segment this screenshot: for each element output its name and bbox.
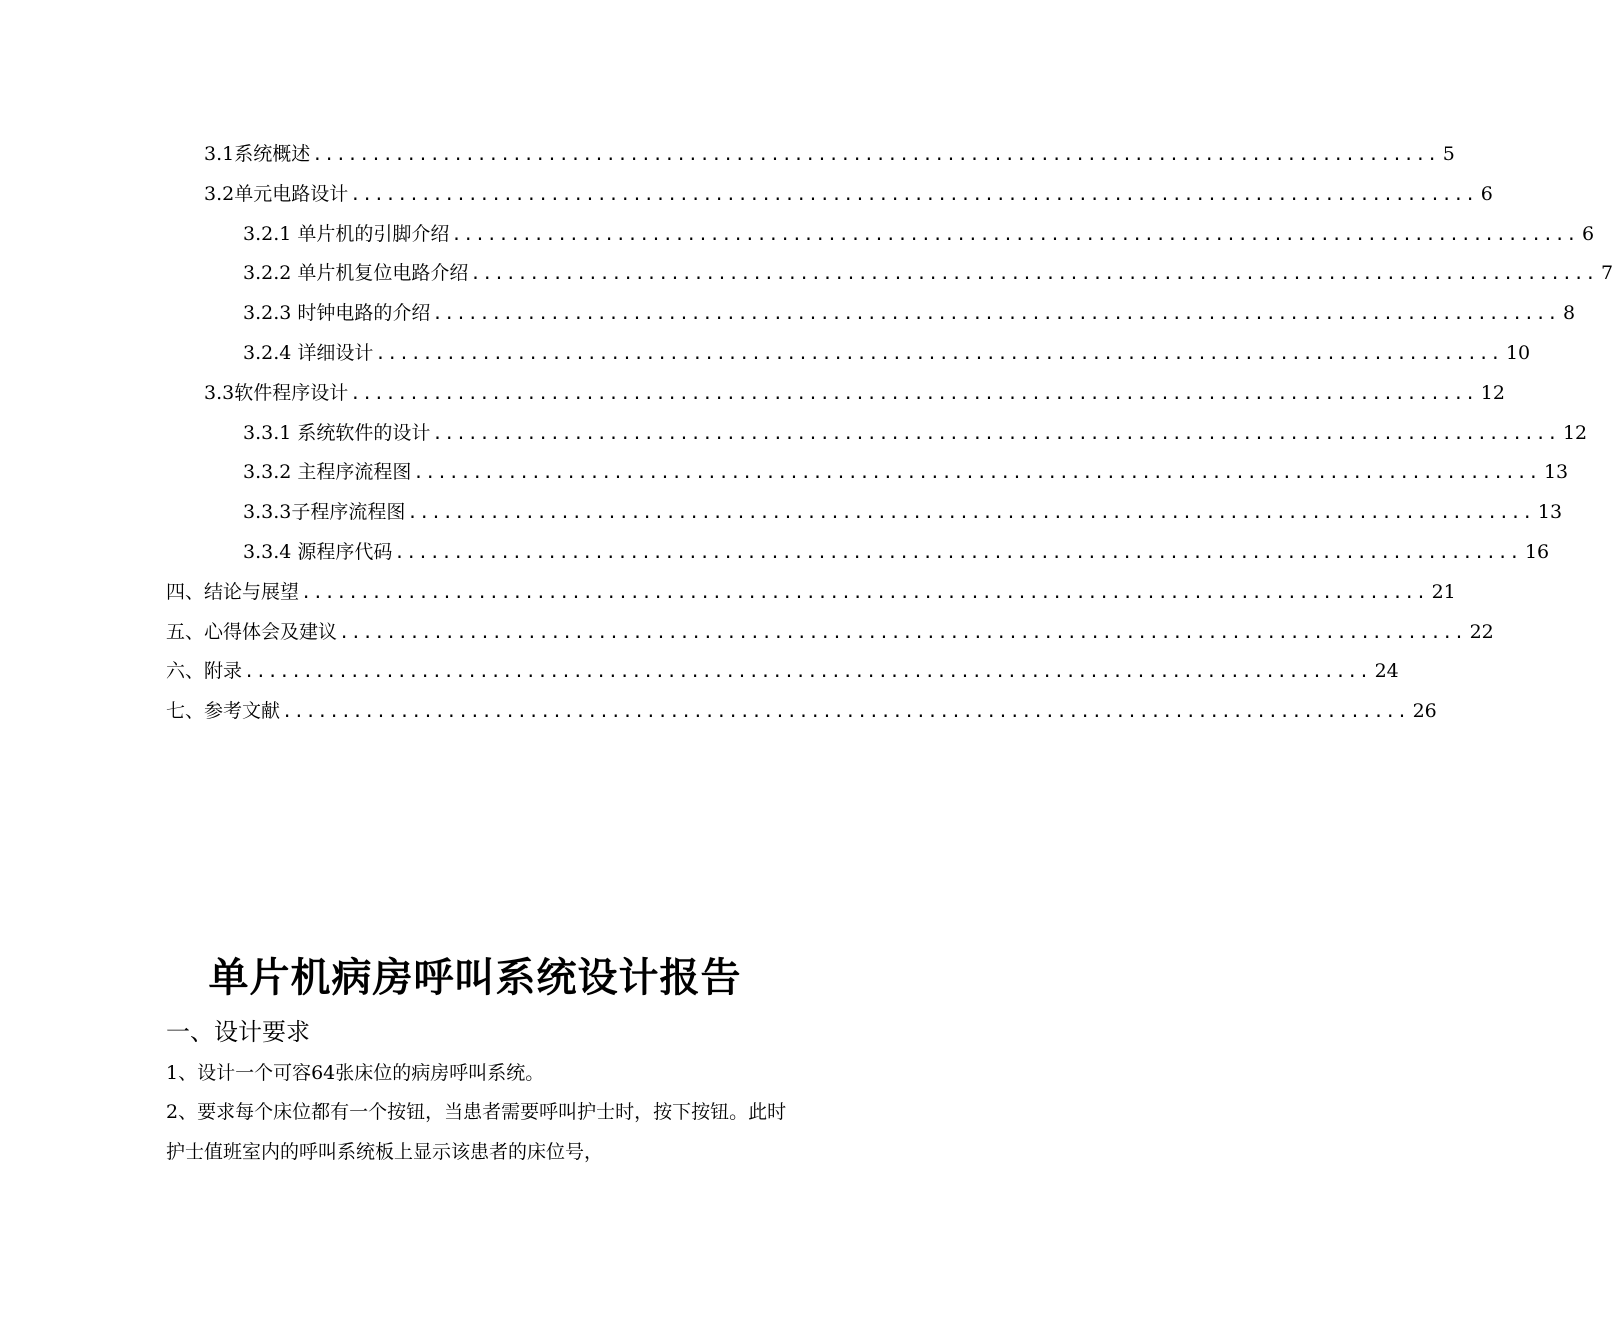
toc-entry-page: 26 bbox=[1412, 700, 1437, 723]
toc-dot-leader: ................................................................................................ bbox=[432, 423, 1559, 444]
toc-entry-page: 12 bbox=[1562, 421, 1588, 444]
toc-entry[interactable] bbox=[166, 334, 1531, 374]
document-title: 单片机病房呼叫系统设计报告 bbox=[208, 955, 742, 1001]
toc-entry[interactable] bbox=[166, 215, 1595, 255]
toc-entry-label: 六、附录 bbox=[166, 660, 243, 683]
toc-entry[interactable] bbox=[166, 652, 1399, 692]
toc-dot-leader: ................................................................................................ bbox=[350, 383, 1477, 404]
toc-entry-page: 10 bbox=[1505, 341, 1531, 364]
toc-entry[interactable] bbox=[166, 613, 1494, 653]
toc-dot-leader: ................................................................................................ bbox=[394, 542, 1521, 563]
toc-entry[interactable] bbox=[166, 414, 1588, 454]
section-heading: 一、设计要求 bbox=[166, 1018, 310, 1046]
toc-entry[interactable] bbox=[166, 294, 1576, 334]
toc-entry-label: 3.2.2 单片机复位电路介绍 bbox=[243, 262, 469, 285]
toc-dot-leader: ................................................................................................ bbox=[470, 264, 1597, 285]
toc-entry-label: 3.3.3子程序流程图 bbox=[243, 501, 406, 524]
body-paragraph: 1、设计一个可容64张床位的病房呼叫系统。 bbox=[166, 1062, 545, 1084]
toc-entry-page: 16 bbox=[1524, 540, 1550, 563]
toc-entry-page: 12 bbox=[1480, 381, 1505, 404]
toc-entry-page: 21 bbox=[1431, 580, 1456, 603]
toc-entry[interactable] bbox=[166, 374, 1505, 414]
toc-dot-leader: ................................................................................................ bbox=[244, 662, 1371, 683]
toc-dot-leader: ................................................................................................ bbox=[282, 702, 1409, 723]
toc-entry-page: 6 bbox=[1581, 222, 1595, 245]
toc-entry-page: 5 bbox=[1442, 143, 1455, 165]
toc-dot-leader: ................................................................................................ bbox=[451, 224, 1578, 245]
toc-entry-label: 七、参考文献 bbox=[166, 700, 281, 723]
toc-entry-label: 3.3.1 系统软件的设计 bbox=[243, 421, 431, 444]
toc-entry[interactable] bbox=[166, 135, 1455, 175]
toc-dot-leader: ................................................................................................ bbox=[413, 463, 1540, 484]
toc-entry[interactable] bbox=[166, 493, 1563, 533]
toc-entry-page: 13 bbox=[1543, 461, 1569, 484]
toc-entry-label: 3.2单元电路设计 bbox=[204, 182, 349, 205]
toc-entry-label: 3.1系统概述 bbox=[204, 143, 311, 165]
toc-entry-page: 6 bbox=[1480, 182, 1493, 205]
toc-entry-label: 3.2.3 时钟电路的介绍 bbox=[243, 302, 431, 325]
body-paragraph: 2、要求每个床位都有一个按钮，当患者需要呼叫护士时，按下按钮。此时护士值班室内的呼叫系统板上显示该患者的床位号， bbox=[166, 1101, 787, 1163]
toc-entry-label: 3.2.1 单片机的引脚介绍 bbox=[243, 222, 450, 245]
toc-entry-page: 24 bbox=[1374, 660, 1399, 683]
toc-dot-leader: ................................................................................................ bbox=[407, 503, 1534, 524]
toc-dot-leader: ................................................................................................ bbox=[339, 622, 1466, 643]
toc-entry-page: 22 bbox=[1469, 620, 1494, 643]
toc-entry-label: 3.3软件程序设计 bbox=[204, 381, 349, 404]
toc-dot-leader: ................................................................................................ bbox=[301, 582, 1428, 603]
toc-entry-label: 3.3.2 主程序流程图 bbox=[243, 461, 412, 484]
toc-entry-page: 7 bbox=[1600, 262, 1613, 285]
toc-dot-leader: ................................................................................................ bbox=[312, 145, 1439, 165]
table-of-contents bbox=[166, 135, 1613, 732]
toc-entry-label: 3.2.4 详细设计 bbox=[243, 341, 374, 364]
toc-entry-label: 四、结论与展望 bbox=[166, 580, 300, 603]
toc-entry-page: 8 bbox=[1562, 302, 1576, 325]
toc-entry-label: 五、心得体会及建议 bbox=[166, 620, 338, 643]
toc-entry-page: 13 bbox=[1537, 501, 1563, 524]
toc-entry[interactable] bbox=[166, 533, 1550, 573]
toc-entry[interactable] bbox=[166, 692, 1437, 732]
toc-entry[interactable] bbox=[166, 175, 1493, 215]
toc-dot-leader: ................................................................................................ bbox=[350, 184, 1477, 205]
toc-dot-leader: ................................................................................................ bbox=[375, 343, 1502, 364]
toc-entry[interactable] bbox=[166, 573, 1456, 613]
toc-entry[interactable] bbox=[166, 453, 1569, 493]
toc-entry-label: 3.3.4 源程序代码 bbox=[243, 540, 393, 563]
toc-entry[interactable] bbox=[166, 254, 1613, 294]
toc-dot-leader: ................................................................................................ bbox=[432, 304, 1559, 325]
